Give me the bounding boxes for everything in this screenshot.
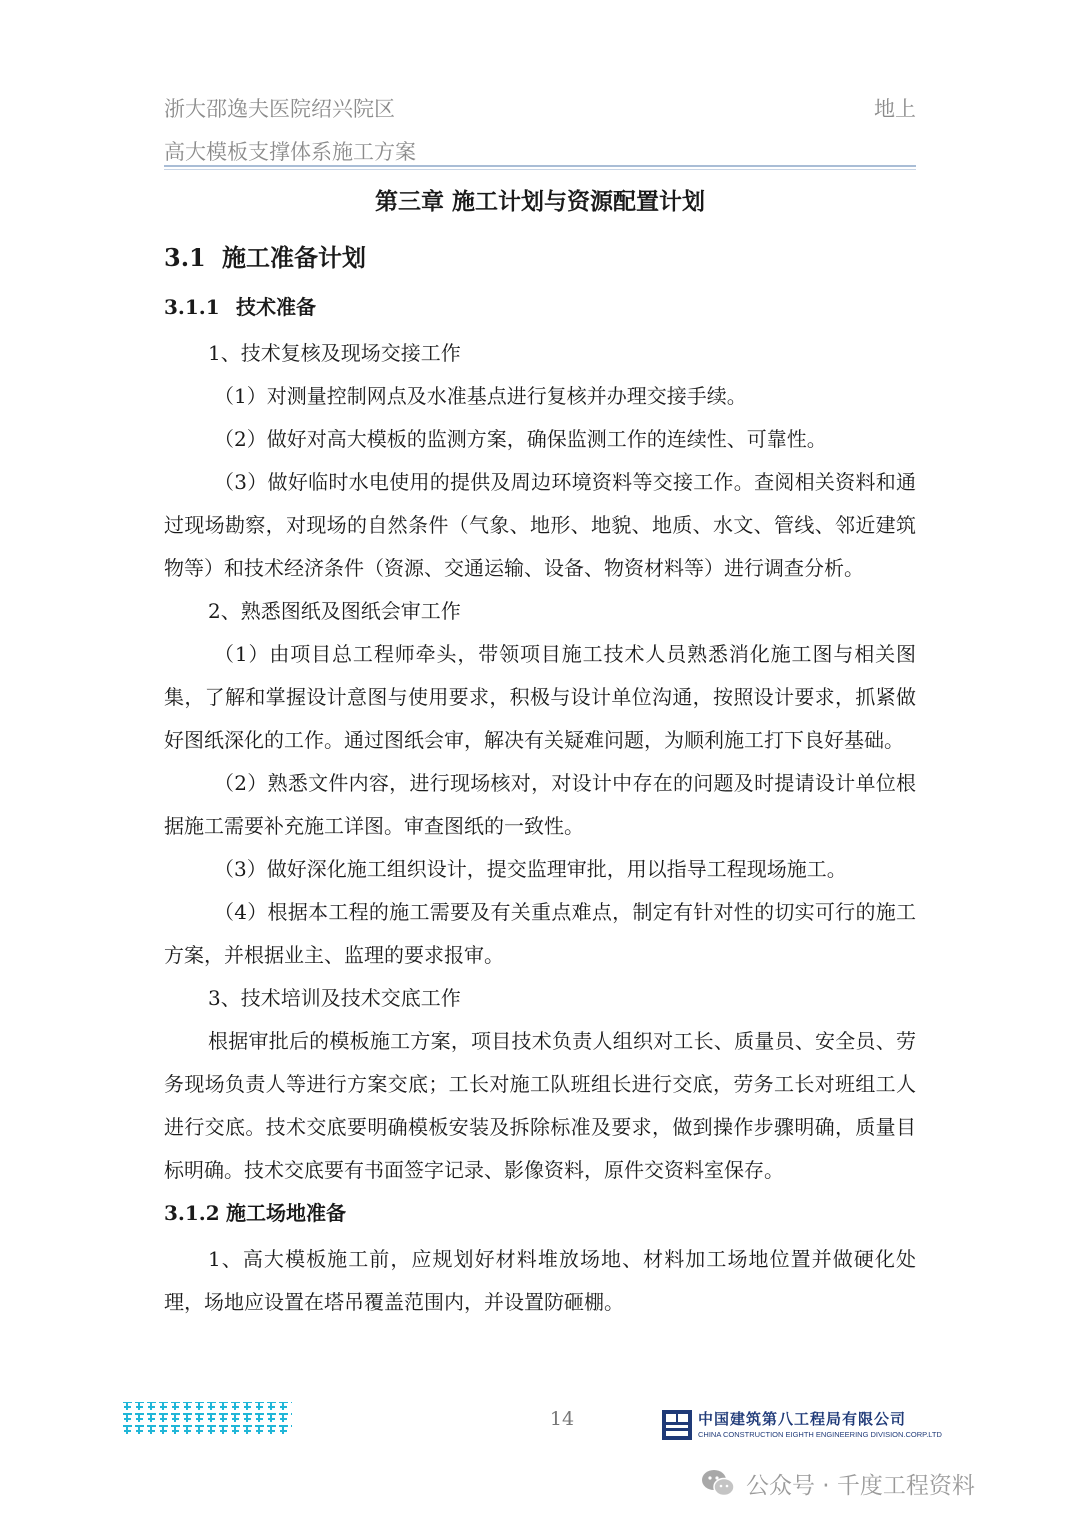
page-number: 14 (549, 1408, 575, 1430)
header-divider (164, 165, 916, 167)
paragraph: 根据审批后的模板施工方案，项目技术负责人组织对工长、质量员、安全员、劳务现场负责人等进行方案交底；工长对施工队班组长进行交底，劳务工长对班组工人进行交底。技术交底要明确模板安装及拆除标准及要求，做到操作步骤明确，质量目标明确。技术交底要有书面签字记录、影像资料，原件交资料室保存。 (164, 1029, 916, 1182)
watermark (700, 1462, 975, 1504)
document-body (164, 180, 916, 1324)
header-section-tag: 地上 (874, 97, 916, 121)
footer-decoration-icon (122, 1400, 292, 1438)
watermark-text: 公众号 · 千度工程资料 (746, 1472, 975, 1499)
list-heading: 1、技术复核及现场交接工作 (208, 341, 461, 365)
header-project-name: 浙大邵逸夫医院绍兴院区 (164, 97, 395, 121)
page-header (164, 88, 724, 174)
paragraph: （3）做好深化施工组织设计，提交监理审批，用以指导工程现场施工。 (214, 857, 847, 881)
company-logo-icon (662, 1410, 692, 1440)
paragraph: （3）做好临时水电使用的提供及周边环境资料等交接工作。查阅相关资料和通过现场勘察，对现场的自然条件（气象、地形、地貌、地质、水文、管线、邻近建筑物等）和技术经济条件（资源、交通运输、设备、物资材料等）进行调查分析。 (164, 470, 916, 580)
paragraph: （2）熟悉文件内容，进行现场核对，对设计中存在的问题及时提请设计单位根据施工需要补充施工详图。审查图纸的一致性。 (164, 771, 916, 838)
section-heading (164, 236, 916, 280)
paragraph: （1）对测量控制网点及水准基点进行复核并办理交接手续。 (214, 384, 747, 408)
section-number: 3.1 (164, 243, 206, 272)
paragraph: （1）由项目总工程师牵头，带领项目施工技术人员熟悉消化施工图与相关图集，了解和掌握设计意图与使用要求，积极与设计单位沟通，按照设计要求，抓紧做好图纸深化的工作。通过图纸会审，解决有关疑难问题，为顺利施工打下良好基础。 (164, 642, 916, 752)
company-name-cn: 中国建筑第八工程局有限公司 (698, 1410, 907, 1428)
subsection-number: 3.1.1 (164, 295, 220, 319)
header-doc-title: 高大模板支撑体系施工方案 (164, 140, 416, 164)
list-heading: 2、熟悉图纸及图纸会审工作 (208, 599, 461, 623)
subsection-number: 3.1.2 (164, 1201, 220, 1225)
paragraph: （4）根据本工程的施工需要及有关重点难点，制定有针对性的切实可行的施工方案，并根据业主、监理的要求报审。 (164, 900, 916, 967)
chapter-title: 第三章 施工计划与资源配置计划 (374, 188, 705, 215)
paragraph: 1、高大模板施工前，应规划好材料堆放场地、材料加工场地位置并做硬化处理，场地应设置在塔吊覆盖范围内，并设置防砸棚。 (164, 1247, 916, 1314)
company-name-en: CHINA CONSTRUCTION EIGHTH ENGINEERING DIVISION.CORP.LTD (698, 1430, 942, 1439)
subsection-title: 技术准备 (236, 295, 316, 319)
subsection-heading (164, 286, 916, 328)
subsection-title: 施工场地准备 (226, 1201, 346, 1225)
wechat-icon (700, 1468, 736, 1498)
list-heading: 3、技术培训及技术交底工作 (208, 986, 461, 1010)
header-divider-thin (164, 169, 916, 170)
paragraph: （2）做好对高大模板的监测方案，确保监测工作的连续性、可靠性。 (214, 427, 827, 451)
subsection-heading (164, 1192, 916, 1234)
section-title: 施工准备计划 (222, 243, 366, 272)
